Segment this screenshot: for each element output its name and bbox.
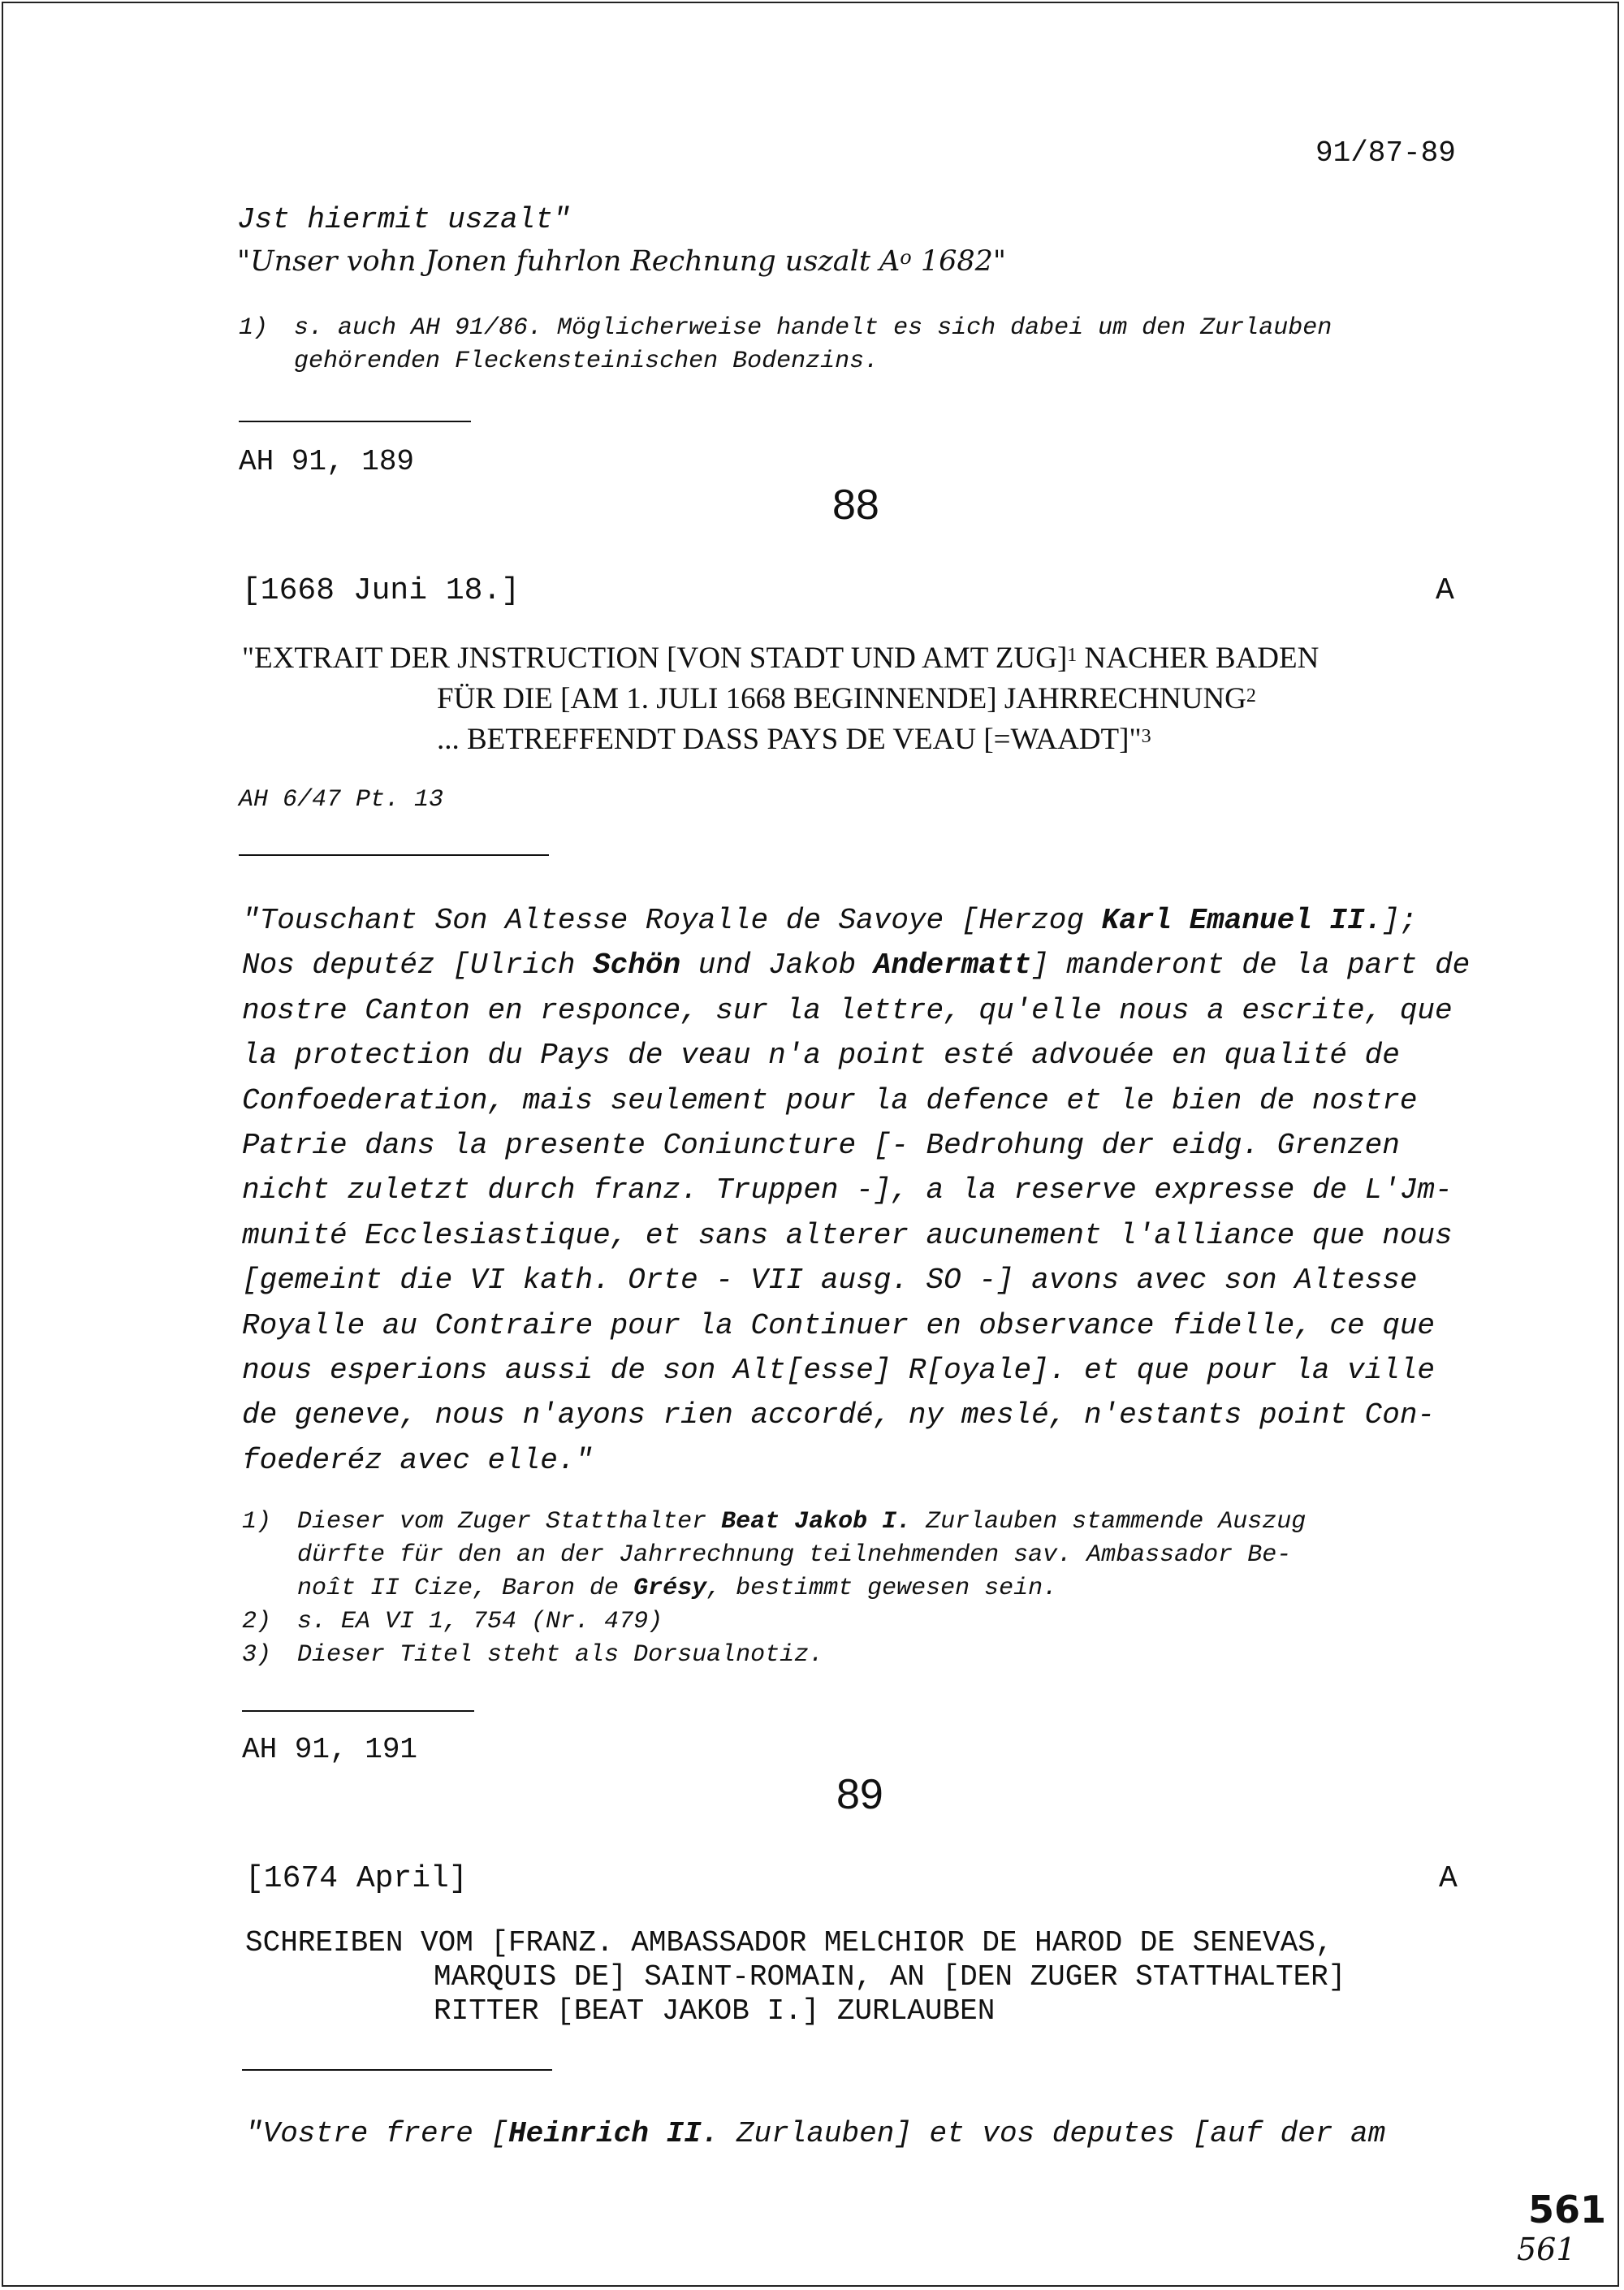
closing-note-line: Jst hiermit uszalt" [237, 203, 571, 236]
archive-reference: 91/87-89 [1315, 136, 1456, 170]
body-line: Nos deputéz [Ulrich Schön und Jakob Andermatt] manderont de la part de [242, 948, 1471, 983]
body-line: nostre Canton en responce, sur la lettre, qu'elle nous a escrite, que [242, 993, 1453, 1027]
handwritten-note-year: 1682" [911, 245, 1007, 278]
body-line: munité Ecclesiastique, et sans alterer aucunement l'alliance que nous [242, 1218, 1453, 1252]
footnote-1 [242, 1506, 1306, 1539]
handwritten-note-line [237, 245, 1006, 278]
doc88-body [242, 898, 1470, 1483]
body-line: nous esperions aussi de son Alt[esse] R[oyale]. et que pour la ville [242, 1354, 1436, 1388]
doc89-title-line1: SCHREIBEN VOM [FRANZ. AMBASSADOR MELCHIOR DE HAROD DE SENEVAS, [245, 1926, 1333, 1959]
footnote-2 [242, 1605, 1306, 1639]
doc89-archive-ref: AH 91, 191 [242, 1733, 418, 1766]
doc88-letter: A [1436, 573, 1454, 608]
doc88-archive-ref: AH 91, 189 [239, 445, 415, 478]
footnote-key: 2) [242, 1608, 272, 1635]
doc88-title-line3: ... BETREFFENDT DASS PAYS DE VEAU [=WAADT]"$^3$ [437, 723, 1151, 756]
footnote-key: 1) [242, 1508, 272, 1536]
separator-rule [239, 854, 549, 856]
footnote-text: noît II Cize, Baron de Grésy, bestimmt gewesen sein. [297, 1575, 1058, 1602]
body-line: Confoederation, mais seulement pour la defence et le bien de nostre [242, 1083, 1418, 1117]
doc88-number: 88 [832, 482, 879, 529]
footnote-1-cont [239, 345, 1332, 378]
doc89-letter: A [1439, 1861, 1458, 1896]
doc89-body [245, 2111, 1385, 2156]
body-line: "Vostre frere [Heinrich II. Zurlauben] et vos deputes [auf der am [245, 2117, 1386, 2150]
page-number-stamp: 561 [1528, 2188, 1607, 2232]
handwritten-note-sup: o [900, 246, 912, 269]
body-line: Royalle au Contraire pour la Continuer en observance fidelle, ce que [242, 1308, 1436, 1342]
doc89-title-line3: RITTER [BEAT JAKOB I.] ZURLAUBEN [434, 1994, 996, 2028]
doc88-title [242, 640, 1319, 762]
footnote-text: Dieser vom Zuger Statthalter Beat Jakob I. Zurlauben stammende Auszug [297, 1508, 1307, 1536]
doc89-number: 89 [836, 1771, 883, 1818]
separator-rule [242, 2069, 552, 2071]
body-line: la protection du Pays de veau n'a point esté advouée en qualité de [242, 1039, 1400, 1073]
footnote-text: s. auch AH 91/86. Möglicherweise handelt es sich dabei um den Zurlauben [294, 314, 1332, 342]
footnote-1-cont [242, 1539, 1306, 1572]
doc88-date: [1668 Juni 18.] [242, 573, 520, 608]
footnote-text: dürfte für den an der Jahrrechnung teilnehmenden sav. Ambassador Be- [297, 1541, 1292, 1569]
footnote-key: 1) [239, 314, 269, 342]
separator-rule [239, 421, 471, 422]
body-line: Patrie dans la presente Coniuncture [- Bedrohung der eidg. Grenzen [242, 1129, 1400, 1163]
doc89-date: [1674 April] [245, 1861, 468, 1896]
footnote-text: s. EA VI 1, 754 (Nr. 479) [297, 1608, 663, 1635]
body-line: "Touschant Son Altesse Royalle de Savoye [Herzog Karl Emanuel II.]; [242, 904, 1418, 937]
doc89-title-line2: MARQUIS DE] SAINT-ROMAIN, AN [DEN ZUGER STATTHALTER] [434, 1960, 1346, 1994]
body-line: [gemeint die VI kath. Orte - VII ausg. SO -] avons avec son Altesse [242, 1264, 1418, 1298]
footnote-text: Dieser Titel steht als Dorsualnotiz. [297, 1641, 824, 1669]
body-line: de geneve, nous n'ayons rien accordé, ny meslé, n'estants point Con- [242, 1398, 1436, 1432]
footnote-1 [239, 312, 1332, 345]
separator-rule [242, 1710, 474, 1712]
footnote-3 [242, 1639, 1306, 1672]
body-line: nicht zuletzt durch franz. Truppen -], a la reserve expresse de L'Jm- [242, 1173, 1453, 1208]
doc88-title-line1: "EXTRAIT DER JNSTRUCTION [VON STADT UND AMT ZUG]$^1$ NACHER BADEN [242, 642, 1320, 675]
doc88-source: AH 6/47 Pt. 13 [239, 786, 444, 814]
doc89-title [245, 1926, 1345, 2029]
page-number-handwritten: 561 [1517, 2232, 1576, 2267]
footnote-text: gehörenden Fleckensteinischen Bodenzins. [294, 348, 879, 375]
footnote-1-cont [242, 1572, 1306, 1605]
doc88-footnotes [242, 1506, 1306, 1672]
footnote-key: 3) [242, 1641, 272, 1669]
handwritten-note-text: "Unser vohn Jonen fuhrlon Rechnung uszalt A [237, 245, 901, 278]
top-footnotes [239, 312, 1332, 378]
doc88-title-line2: FÜR DIE [AM 1. JULI 1668 BEGINNENDE] JAHRRECHNUNG$^2$ [437, 682, 1256, 715]
body-line: foederéz avec elle." [242, 1443, 594, 1477]
